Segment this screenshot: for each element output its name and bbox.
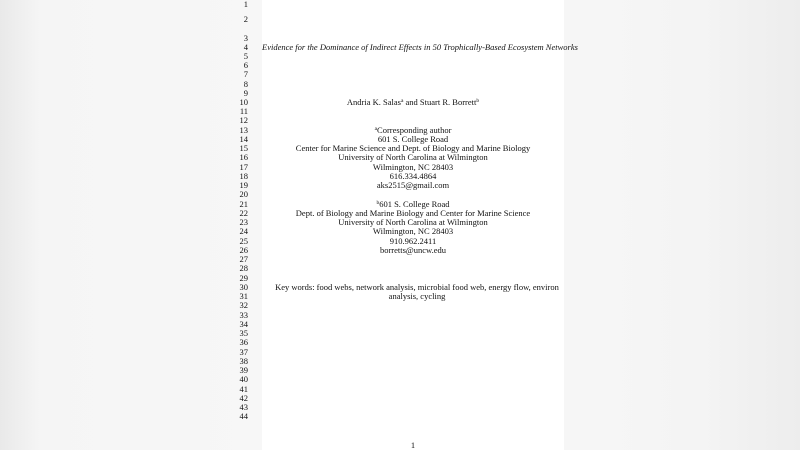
line-number: 17 (239, 162, 248, 172)
affiliation-b-phone: 910.962.2411 (389, 236, 437, 246)
affiliation-b-line: Dept. of Biology and Marine Biology and Center for Marine Science (295, 208, 531, 218)
line-number: 8 (243, 79, 248, 89)
affiliation-text: 601 S. College Road (379, 199, 450, 209)
line-number: 44 (239, 411, 248, 421)
page-number: 1 (410, 440, 416, 450)
affiliation-a-line: University of North Carolina at Wilmington (338, 152, 488, 162)
line-number: 35 (239, 328, 248, 338)
line-number: 22 (239, 208, 248, 218)
line-number: 25 (239, 236, 248, 246)
keywords: Key words: food webs, network analysis, microbial food web, energy flow, environ analysis, cycling (275, 282, 559, 301)
affiliation-b-line: Wilmington, NC 28403 (372, 226, 454, 236)
line-number: 21 (239, 199, 248, 209)
line-number: 27 (239, 254, 248, 264)
line-number: 6 (243, 60, 248, 70)
affiliation-marker: b (476, 98, 480, 104)
line-number: 13 (239, 125, 248, 135)
line-number: 18 (239, 171, 248, 181)
line-number: 29 (239, 273, 248, 283)
line-number: 12 (239, 115, 248, 125)
line-number: 34 (239, 319, 248, 329)
line-number: 31 (239, 291, 248, 301)
author-name: Andria K. Salas (346, 97, 401, 107)
line-number: 33 (239, 310, 248, 320)
author-name: Stuart R. Borrett (419, 97, 477, 107)
line-number: 43 (239, 402, 248, 412)
line-number: 7 (243, 69, 248, 79)
line-number: 28 (239, 263, 248, 273)
line-number: 5 (243, 51, 248, 61)
line-number: 2 (243, 14, 248, 24)
affiliation-marker: a (374, 126, 378, 132)
line-number: 3 (243, 33, 248, 43)
line-number: 14 (239, 134, 248, 144)
affiliation-marker: a (400, 98, 404, 104)
line-number: 9 (243, 88, 248, 98)
paper-title: Evidence for the Dominance of Indirect Effects in 50 Trophically-Based Ecosystem Networks (262, 42, 578, 52)
line-number: 38 (239, 356, 248, 366)
line-number: 16 (239, 152, 248, 162)
line-number: 11 (239, 106, 248, 116)
line-number: 42 (239, 393, 248, 403)
line-number: 4 (243, 42, 248, 52)
line-number: 37 (239, 347, 248, 357)
affiliation-text: Corresponding author (377, 125, 452, 135)
author-conjunction: and (403, 97, 420, 107)
line-number: 39 (239, 365, 248, 375)
line-number: 1 (243, 0, 248, 9)
line-number: 19 (239, 180, 248, 190)
line-number: 23 (239, 217, 248, 227)
affiliation-a-phone: 616.334.4864 (389, 171, 437, 181)
line-number-column (0, 0, 248, 450)
affiliation-a-line: Wilmington, NC 28403 (372, 162, 454, 172)
line-number: 41 (239, 384, 248, 394)
affiliation-b-line: University of North Carolina at Wilmington (338, 217, 488, 227)
line-number: 10 (239, 97, 248, 107)
line-number: 24 (239, 226, 248, 236)
affiliation-b-email: borretts@uncw.edu (379, 245, 447, 255)
line-number: 36 (239, 337, 248, 347)
line-number: 15 (239, 143, 248, 153)
affiliation-a-line: Center for Marine Science and Dept. of Biology and Marine Biology (295, 143, 531, 153)
line-number: 30 (239, 282, 248, 292)
affiliation-marker: b (376, 200, 380, 206)
line-number: 40 (239, 374, 248, 384)
line-number: 20 (239, 189, 248, 199)
line-number: 26 (239, 245, 248, 255)
line-number: 32 (239, 300, 248, 310)
author-line (262, 98, 564, 107)
affiliation-a-line: 601 S. College Road (377, 134, 449, 144)
affiliation-a-email: aks2515@gmail.com (376, 180, 450, 190)
